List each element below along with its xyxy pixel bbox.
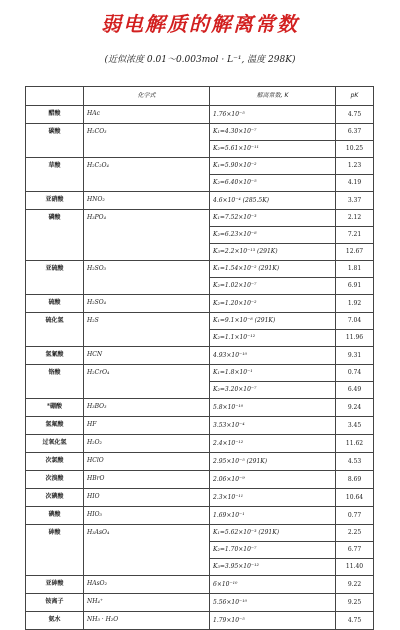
compound-name: 磷酸 — [26, 210, 84, 261]
header-formula: 化学式 — [84, 87, 210, 106]
table-row — [26, 417, 374, 435]
chemical-formula: H₃BO₃ — [84, 399, 210, 417]
dissociation-constant: K₁=5.62×10⁻³ (291K) — [210, 525, 336, 542]
dissociation-constant: K₁=5.90×10⁻² — [210, 158, 336, 175]
chemical-formula: H₂SO₄ — [84, 295, 210, 313]
compound-name: 碳酸 — [26, 124, 84, 158]
dissociation-constant: 2.4×10⁻¹² — [210, 435, 336, 453]
table-header-row — [26, 87, 374, 106]
compound-name: 砷酸 — [26, 525, 84, 576]
pk-value: 3.45 — [336, 417, 374, 435]
pk-value: 10.25 — [336, 141, 374, 158]
table-row — [26, 106, 374, 124]
compound-name: 次氯酸 — [26, 453, 84, 471]
pk-value: 4.75 — [336, 612, 374, 630]
table-row — [26, 471, 374, 489]
table-row — [26, 365, 374, 382]
chemical-formula: H₃PO₄ — [84, 210, 210, 261]
chemical-formula: HAc — [84, 106, 210, 124]
pk-value: 8.69 — [336, 471, 374, 489]
chemical-formula: HF — [84, 417, 210, 435]
compound-name: 硫化氢 — [26, 313, 84, 347]
dissociation-constant: K₂=1.02×10⁻⁷ — [210, 278, 336, 295]
chemical-formula: HNO₂ — [84, 192, 210, 210]
pk-value: 6.91 — [336, 278, 374, 295]
table-row — [26, 210, 374, 227]
dissociation-constant: 4.93×10⁻¹⁰ — [210, 347, 336, 365]
dissociation-constant: 2.95×10⁻⁵ (291K) — [210, 453, 336, 471]
table-row — [26, 347, 374, 365]
dissociation-constant: 1.69×10⁻¹ — [210, 507, 336, 525]
dissociation-constant: K₂=1.20×10⁻² — [210, 295, 336, 313]
dissociation-constant: K₂=1.1×10⁻¹² — [210, 330, 336, 347]
dissociation-constant: 5.8×10⁻¹⁰ — [210, 399, 336, 417]
pk-value: 7.21 — [336, 227, 374, 244]
dissociation-constant: K₁=1.8×10⁻¹ — [210, 365, 336, 382]
table-row — [26, 124, 374, 141]
pk-value: 1.81 — [336, 261, 374, 278]
pk-value: 6.37 — [336, 124, 374, 141]
compound-name: 亚硫酸 — [26, 261, 84, 295]
table-row — [26, 399, 374, 417]
chemical-formula: H₂C₂O₄ — [84, 158, 210, 192]
chemical-formula: H₂CO₃ — [84, 124, 210, 158]
header-dissociation-constant: 解离常数, K — [210, 87, 336, 106]
pk-value: 1.23 — [336, 158, 374, 175]
compound-name: 亚硝酸 — [26, 192, 84, 210]
compound-name: 铵离子 — [26, 594, 84, 612]
pk-value: 4.19 — [336, 175, 374, 192]
page-subtitle: (近似浓度 0.01～0.003mol · L⁻¹, 温度 298K) — [104, 55, 296, 65]
pk-value: 10.64 — [336, 489, 374, 507]
chemical-formula: HClO — [84, 453, 210, 471]
table-header — [26, 87, 374, 106]
dissociation-constant: K₁=9.1×10⁻⁸ (291K) — [210, 313, 336, 330]
pk-value: 2.25 — [336, 525, 374, 542]
chemical-formula: H₂SO₃ — [84, 261, 210, 295]
table-row — [26, 192, 374, 210]
chemical-formula: HBrO — [84, 471, 210, 489]
chemical-formula: HCN — [84, 347, 210, 365]
table-row — [26, 453, 374, 471]
pk-value: 9.25 — [336, 594, 374, 612]
dissociation-constant: K₂=1.70×10⁻⁷ — [210, 542, 336, 559]
header-name — [26, 87, 84, 106]
dissociation-constant: K₂=6.23×10⁻⁸ — [210, 227, 336, 244]
compound-name: 过氧化氢 — [26, 435, 84, 453]
chemical-formula: H₃AsO₄ — [84, 525, 210, 576]
chemical-formula: H₂S — [84, 313, 210, 347]
pk-value: 7.04 — [336, 313, 374, 330]
chemical-formula: HIO — [84, 489, 210, 507]
pk-value: 0.74 — [336, 365, 374, 382]
pk-value: 6.77 — [336, 542, 374, 559]
chemical-formula: NH₄⁺ — [84, 594, 210, 612]
header-pk: pK — [336, 87, 374, 106]
compound-name: 硫酸 — [26, 295, 84, 313]
table-row — [26, 594, 374, 612]
compound-name: 氨水 — [26, 612, 84, 630]
pk-value: 11.40 — [336, 559, 374, 576]
table-row — [26, 261, 374, 278]
compound-name: *硼酸 — [26, 399, 84, 417]
dissociation-constant: 4.6×10⁻⁴ (285.5K) — [210, 192, 336, 210]
compound-name: 碘酸 — [26, 507, 84, 525]
table-row — [26, 489, 374, 507]
pk-value: 6.49 — [336, 382, 374, 399]
table-row — [26, 435, 374, 453]
pk-value: 2.12 — [336, 210, 374, 227]
compound-name: 草酸 — [26, 158, 84, 192]
dissociation-constant: 2.3×10⁻¹¹ — [210, 489, 336, 507]
chemical-formula: HIO₃ — [84, 507, 210, 525]
pk-value: 0.77 — [336, 507, 374, 525]
pk-value: 12.67 — [336, 244, 374, 261]
dissociation-constant: K₃=2.2×10⁻¹³ (291K) — [210, 244, 336, 261]
dissociation-constant: 5.56×10⁻¹⁰ — [210, 594, 336, 612]
table-row — [26, 158, 374, 175]
dissociation-constant: 6×10⁻¹⁰ — [210, 576, 336, 594]
compound-name: 氢氰酸 — [26, 347, 84, 365]
pk-value: 9.31 — [336, 347, 374, 365]
dissociation-constant: K₁=4.30×10⁻⁷ — [210, 124, 336, 141]
page-title: 弱电解质的解离常数 — [101, 12, 299, 36]
table-row — [26, 612, 374, 630]
table-row — [26, 295, 374, 313]
dissociation-constants-table — [25, 86, 374, 630]
compound-name: 铬酸 — [26, 365, 84, 399]
pk-value: 3.37 — [336, 192, 374, 210]
pk-value: 9.22 — [336, 576, 374, 594]
table-row — [26, 576, 374, 594]
compound-name: 次碘酸 — [26, 489, 84, 507]
dissociation-constant: K₂=3.20×10⁻⁷ — [210, 382, 336, 399]
chemical-formula: HAsO₂ — [84, 576, 210, 594]
pk-value: 4.75 — [336, 106, 374, 124]
dissociation-constant: K₁=7.52×10⁻³ — [210, 210, 336, 227]
dissociation-constant: 2.06×10⁻⁹ — [210, 471, 336, 489]
table-row — [26, 525, 374, 542]
dissociation-constant: K₃=3.95×10⁻¹² — [210, 559, 336, 576]
dissociation-constant: K₂=6.40×10⁻⁵ — [210, 175, 336, 192]
dissociation-constant: K₁=1.54×10⁻² (291K) — [210, 261, 336, 278]
pk-value: 11.96 — [336, 330, 374, 347]
chemical-formula: NH₃ · H₂O — [84, 612, 210, 630]
compound-name: 次溴酸 — [26, 471, 84, 489]
table-body — [26, 106, 374, 630]
dissociation-constant: 3.53×10⁻⁴ — [210, 417, 336, 435]
compound-name: 亚砷酸 — [26, 576, 84, 594]
compound-name: 氢氟酸 — [26, 417, 84, 435]
table-row — [26, 313, 374, 330]
table-row — [26, 507, 374, 525]
dissociation-constant: K₂=5.61×10⁻¹¹ — [210, 141, 336, 158]
pk-value: 9.24 — [336, 399, 374, 417]
chemical-formula: H₂CrO₄ — [84, 365, 210, 399]
dissociation-constant: 1.79×10⁻⁵ — [210, 612, 336, 630]
pk-value: 11.62 — [336, 435, 374, 453]
chemical-formula: H₂O₂ — [84, 435, 210, 453]
pk-value: 1.92 — [336, 295, 374, 313]
dissociation-constant: 1.76×10⁻⁵ — [210, 106, 336, 124]
compound-name: 醋酸 — [26, 106, 84, 124]
pk-value: 4.53 — [336, 453, 374, 471]
